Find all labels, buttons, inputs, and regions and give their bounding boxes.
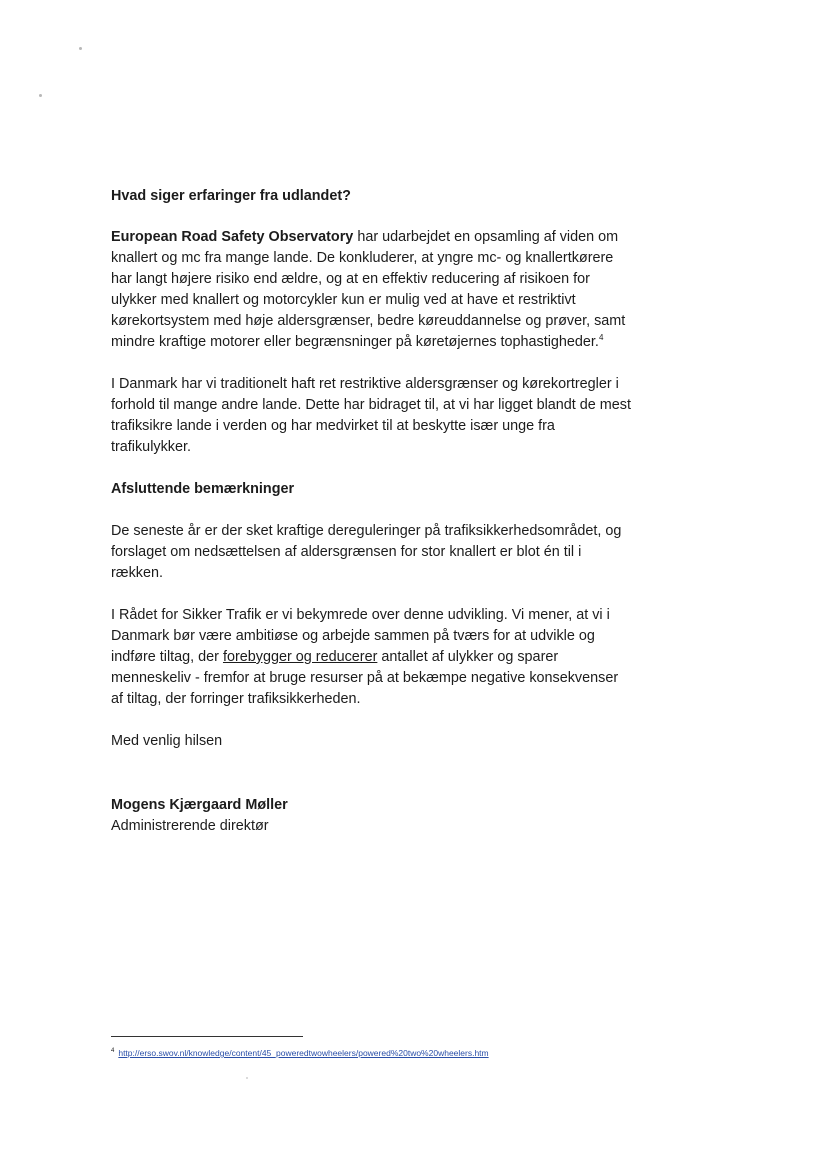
signatory-name: Mogens Kjærgaard Møller	[111, 797, 288, 813]
paragraph-bekymring	[111, 605, 631, 710]
paragraph-erso	[111, 227, 631, 353]
signatory-title: Administrerende direktør	[111, 818, 269, 834]
underlined-phrase: forebygger og reducerer	[222, 649, 378, 665]
paragraph-dereguleringer: De seneste år er der sket kraftige dereguleringer på trafiksikkerhedsområdet, og forslaget om nedsættelsen af aldersgrænsen for stor knallert er blot én til i rækken.	[111, 523, 622, 581]
footnote-link[interactable]: http://erso.swov.nl/knowledge/content/45_poweredtwowheelers/powered%20two%20wheelers.htm	[118, 1047, 489, 1058]
scan-speck	[79, 47, 82, 50]
section-heading-afsluttende: Afsluttende bemærkninger	[111, 481, 295, 497]
paragraph-text: har udarbejdet en opsamling af viden om knallert og mc fra mange lande. De konkluderer, at yngre mc- og knallertkørere har langt højere risiko end ældre, og at en effektiv reducering af risikoen for ulykker med knallert og motorcykler kun er mulig ved at have et restriktivt kørekortsystem med høje aldersgrænser, bedre køreuddannelse og prøver, samt mindre kraftige motorer eller begrænsninger på køretøjernes tophastigheder.	[111, 229, 626, 350]
footnote-reference[interactable]: 4	[598, 333, 604, 343]
scan-speck	[246, 1077, 248, 1079]
org-name: European Road Safety Observatory	[111, 229, 354, 245]
paragraph-text: antallet af ulykker og sparer menneskeliv - fremfor at bruge resurser på at bekæmpe negative konsekvenser af tiltag, der forringer trafiksikkerheden.	[111, 649, 619, 707]
footnote	[111, 1045, 489, 1059]
footnote-divider	[111, 1036, 303, 1037]
section-heading-udlandet: Hvad siger erfaringer fra udlandet?	[111, 188, 351, 204]
scan-speck	[39, 94, 42, 97]
paragraph-danmark: I Danmark har vi traditionelt haft ret restriktive aldersgrænser og kørekortregler i forhold til mange andre lande. Dette har bidraget til, at vi har ligget blandt de mest trafiksikre lande i verden og har medvirket til at beskytte især unge fra trafikulykker.	[111, 376, 631, 455]
closing-greeting: Med venlig hilsen	[111, 733, 223, 749]
letter-body	[111, 186, 631, 837]
paragraph-text: I Rådet for Sikker Trafik er vi bekymrede over denne udvikling. Vi mener, at vi i Danmark bør være ambitiøse og arbejde sammen på tværs for at udvikle og indføre tiltag, der	[111, 607, 610, 665]
footnote-number: 4	[111, 1048, 115, 1054]
